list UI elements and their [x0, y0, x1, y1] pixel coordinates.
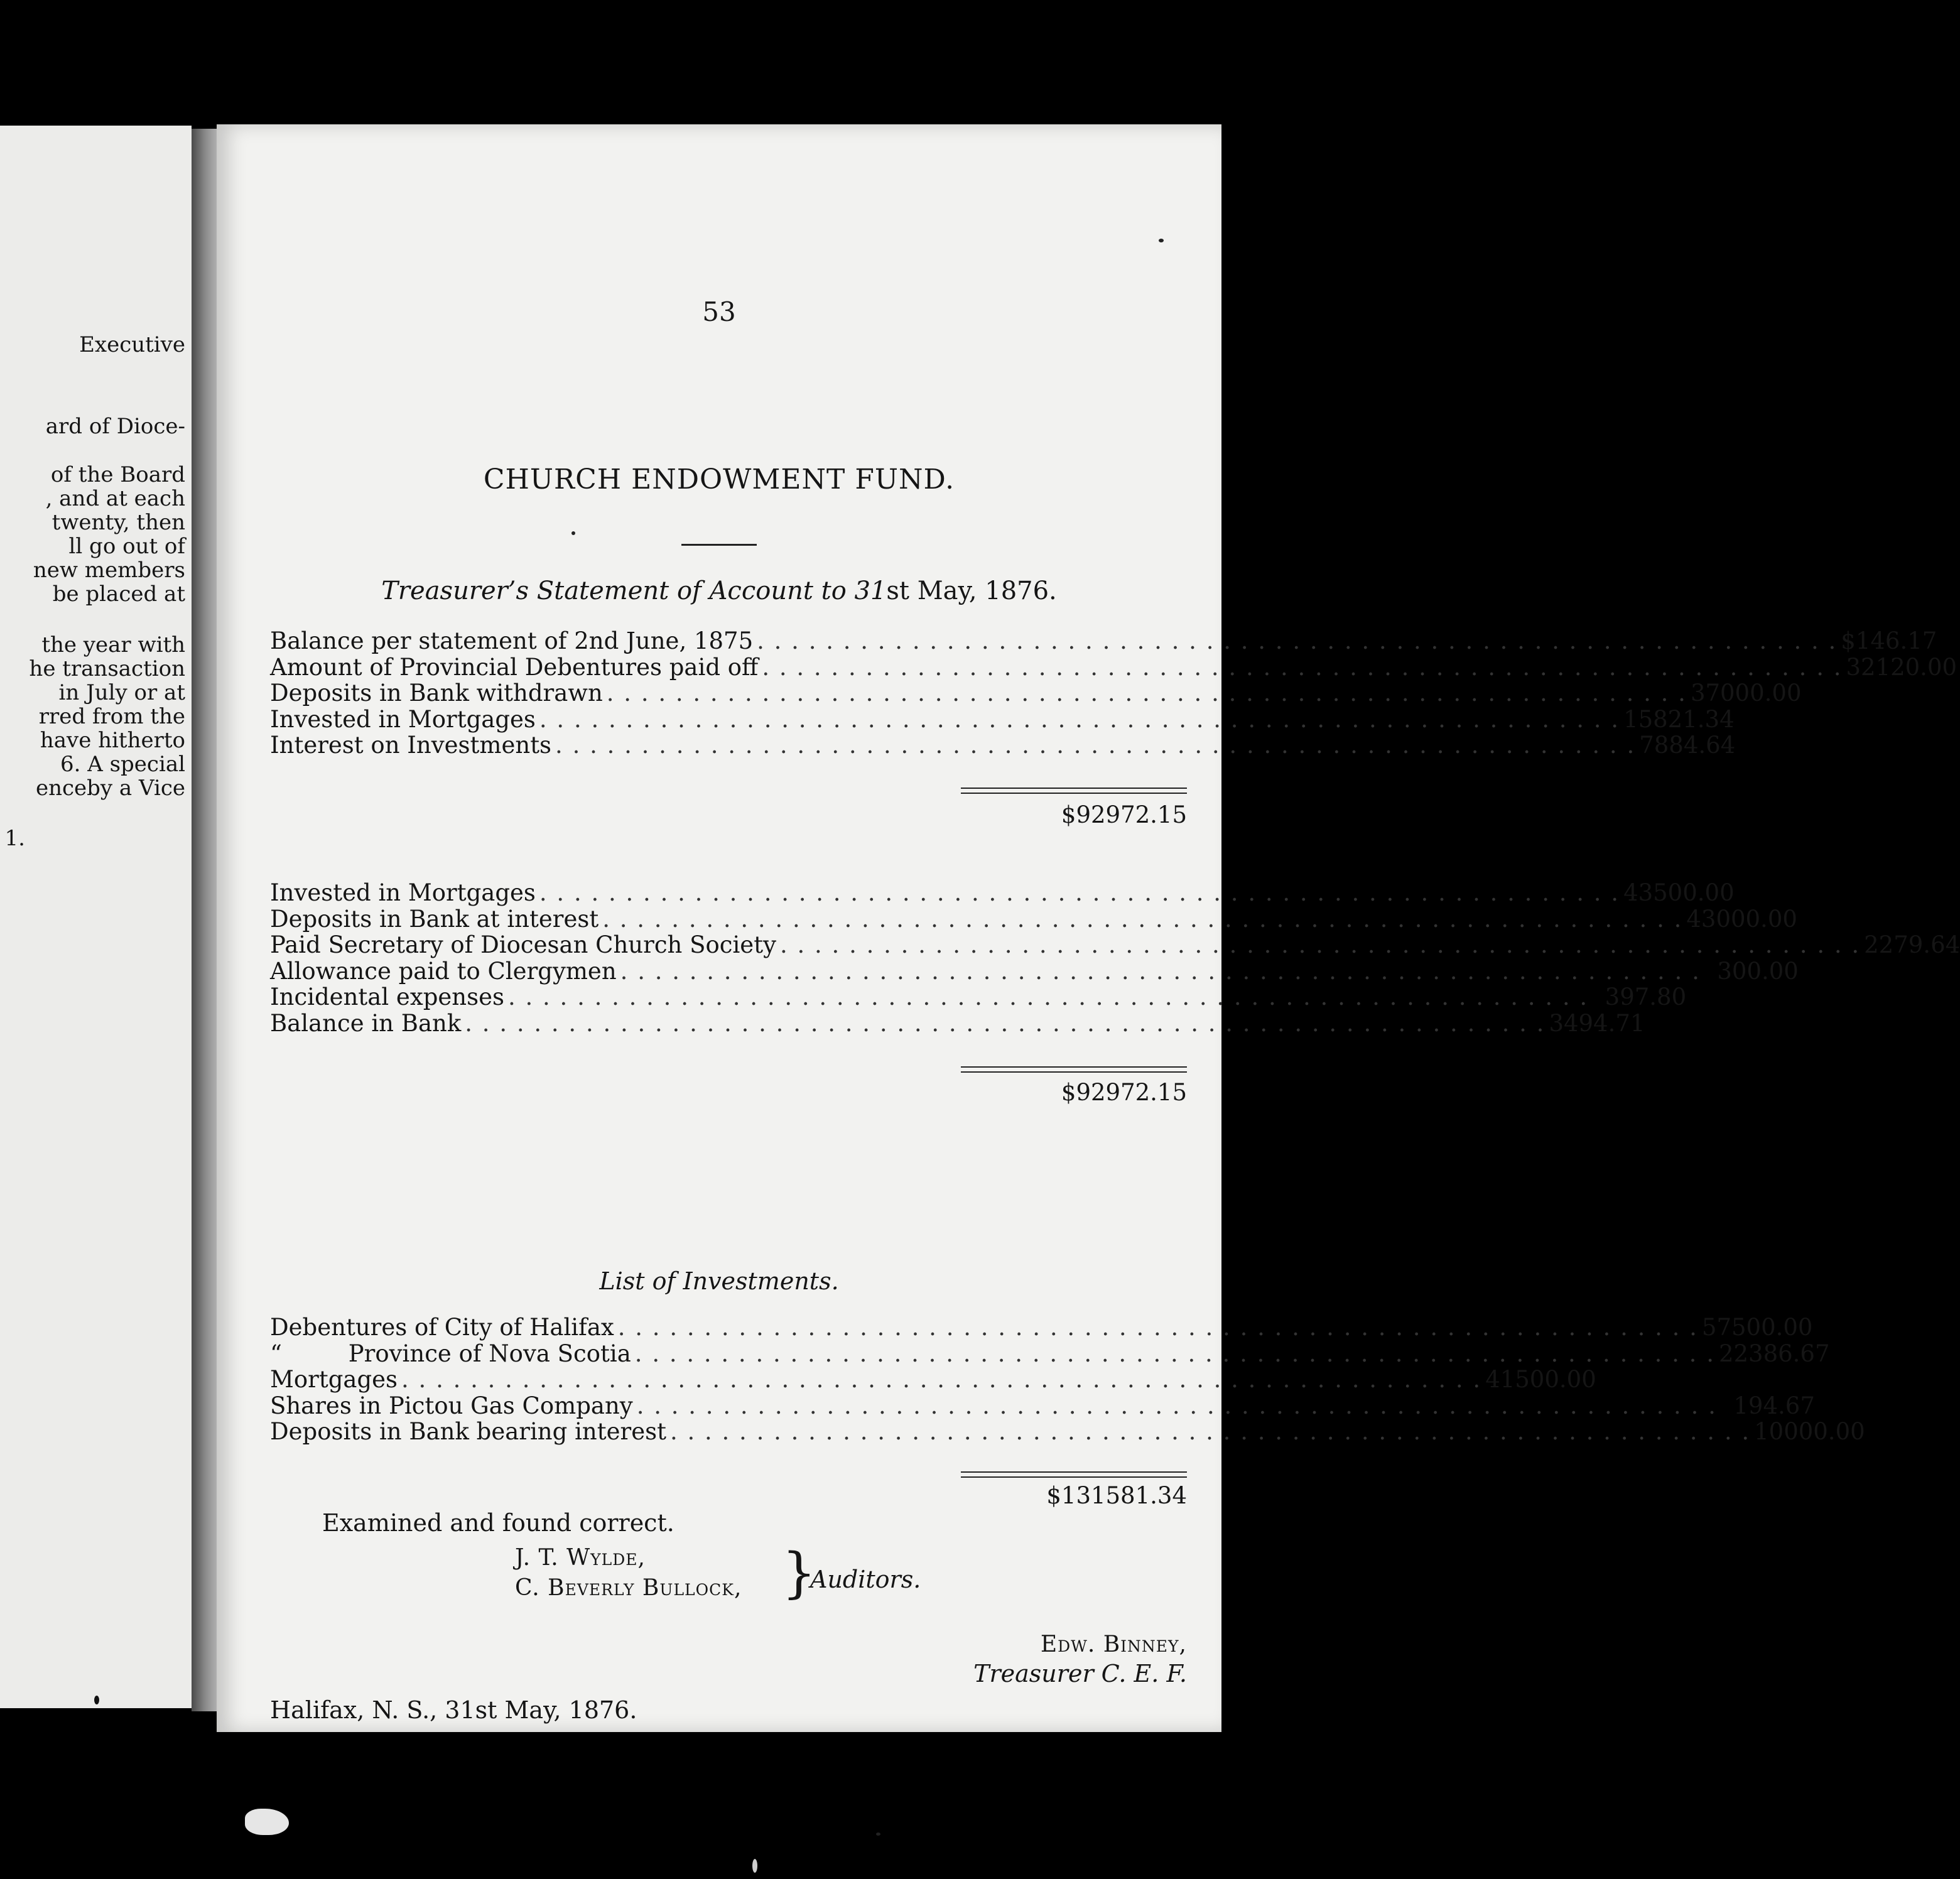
left-page-fragment: twenty, then: [51, 510, 185, 535]
ledger-label: Allowance paid to Clergymen: [270, 957, 617, 985]
total-rule: [961, 788, 1187, 789]
ledger-row: [270, 983, 1687, 1011]
ledger-amount: 194.67: [1733, 1392, 1815, 1419]
leader-dots: . . . . . . . . . . . . . . . . . . . . . . . . . . . . . . . . . . . . . . . . . . . . . . . . . . . . . . . . . . . . . . .: [634, 1340, 1715, 1367]
investments-heading: List of Investments.: [599, 1267, 839, 1295]
ledger-amount: 397.80: [1605, 983, 1687, 1011]
left-page-fragment: of the Board: [50, 462, 185, 487]
ledger-row: [270, 1009, 1645, 1037]
ledger-label: Balance in Bank: [270, 1009, 462, 1037]
ledger-amount: 41500.00: [1485, 1366, 1596, 1394]
left-page-fragment: Executive: [79, 332, 185, 357]
left-page-fragment: he transaction: [29, 656, 185, 681]
page-number: 53: [702, 296, 736, 327]
left-page-fragment: , and at each: [45, 486, 185, 511]
left-page-fragment: the year with: [41, 632, 185, 658]
left-page-fragment: rred from the: [38, 704, 185, 729]
leader-dots: . . . . . . . . . . . . . . . . . . . . . . . . . . . . . . . . . . . . . . . . . . . . . . . . . . . . . . . . . . . . . . .: [539, 879, 1620, 906]
ledger-amount: 43500.00: [1623, 879, 1735, 906]
leader-dots: . . . . . . . . . . . . . . . . . . . . . . . . . . . . . . . . . . . . . . . . . . . . . . . . . . . . . . . . . . . . . . .: [620, 957, 1701, 985]
ledger-amount: $146.17: [1841, 627, 1937, 654]
ledger-amount: 22386.67: [1718, 1340, 1830, 1367]
payments-ledger: [270, 879, 1960, 1037]
total-rule: [961, 1471, 1187, 1473]
auditors-label: Auditors.: [810, 1566, 921, 1593]
ledger-amount: 43000.00: [1686, 905, 1797, 933]
ledger-row: [270, 905, 1797, 933]
total-rule: [961, 1066, 1187, 1068]
left-page-fragment: new members: [33, 558, 185, 583]
paper-speck: [571, 531, 575, 535]
ledger-label: “ Province of Nova Scotia: [270, 1340, 631, 1367]
title-rule: [681, 544, 757, 546]
left-page-fragment: be placed at: [52, 582, 185, 607]
dust-mark: [752, 1859, 757, 1873]
left-page-fragment: 1.: [4, 826, 25, 851]
ledger-label: Paid Secretary of Diocesan Church Society: [270, 931, 776, 959]
leader-dots: . . . . . . . . . . . . . . . . . . . . . . . . . . . . . . . . . . . . . . . . . . . . . . . . . . . . . . . . . . . . . . .: [401, 1366, 1482, 1394]
leader-dots: . . . . . . . . . . . . . . . . . . . . . . . . . . . . . . . . . . . . . . . . . . . . . . . . . . . . . . . . . . . . . . .: [617, 1314, 1698, 1341]
paper-speck: [94, 1696, 99, 1704]
document-page: [217, 124, 1960, 1732]
leader-dots: . . . . . . . . . . . . . . . . . . . . . . . . . . . . . . . . . . . . . . . . . . . . . . . . . . . . . . . . . . . . . . .: [602, 905, 1683, 933]
subtitle-prefix: Treasurer’s Statement of Account to 31: [381, 577, 887, 605]
payments-total: $92972.15: [1061, 1079, 1187, 1106]
left-page-fragment: enceby a Vice: [35, 776, 185, 801]
ledger-amount: 37000.00: [1690, 680, 1802, 707]
paper-speck: [1159, 239, 1164, 242]
ledger-amount: 7884.64: [1639, 732, 1736, 759]
statement-subtitle: [217, 577, 1221, 605]
ledger-label: Interest on Investments: [270, 732, 552, 759]
auditor-name: J. T. Wylde,: [515, 1545, 646, 1571]
left-page-fragment: ard of Dioce-: [45, 414, 185, 439]
ledger-label: Deposits in Bank withdrawn: [270, 680, 603, 707]
ledger-amount: 57500.00: [1701, 1314, 1813, 1341]
total-rule: [961, 1071, 1187, 1073]
page-title: CHURCH ENDOWMENT FUND.: [483, 463, 955, 495]
left-page-fragment: have hitherto: [40, 728, 185, 753]
ledger-row: [270, 732, 1736, 759]
ledger-label: Shares in Pictou Gas Company: [270, 1392, 633, 1419]
dust-mark: [245, 1809, 289, 1835]
leader-dots: . . . . . . . . . . . . . . . . . . . . . . . . . . . . . . . . . . . . . . . . . . . . . . . . . . . . . . . . . . . . . . .: [757, 627, 1838, 654]
total-rule: [961, 793, 1187, 794]
ledger-label: Mortgages: [270, 1366, 398, 1394]
ledger-amount: 2279.64: [1864, 931, 1960, 959]
ledger-row: [270, 1366, 1596, 1394]
ledger-row: [270, 1418, 1865, 1446]
ledger-label: Deposits in Bank at interest: [270, 905, 599, 933]
leader-dots: . . . . . . . . . . . . . . . . . . . . . . . . . . . . . . . . . . . . . . . . . . . . . . . . . . . . . . . . . . . . . . .: [555, 732, 1636, 759]
subtitle-suffix: st May, 1876.: [886, 577, 1057, 605]
ledger-amount: 300.00: [1717, 957, 1799, 985]
ledger-row: [270, 1340, 1830, 1367]
examined-note: Examined and found correct.: [322, 1509, 674, 1537]
receipts-ledger: [270, 627, 1957, 759]
investments-ledger: [270, 1314, 1865, 1446]
auditor-name: C. Beverly Bullock,: [515, 1575, 742, 1601]
ledger-row: [270, 705, 1735, 733]
leader-dots: . . . . . . . . . . . . . . . . . . . . . . . . . . . . . . . . . . . . . . . . . . . . . . . . . . . . . . . . . . . . . . .: [669, 1418, 1751, 1446]
leader-dots: . . . . . . . . . . . . . . . . . . . . . . . . . . . . . . . . . . . . . . . . . . . . . . . . . . . . . . . . . . . . . . .: [539, 705, 1620, 733]
left-page-fragment: ll go out of: [68, 534, 185, 559]
place-date: Halifax, N. S., 31st May, 1876.: [270, 1696, 637, 1724]
ledger-row: [270, 931, 1960, 959]
leader-dots: . . . . . . . . . . . . . . . . . . . . . . . . . . . . . . . . . . . . . . . . . . . . . . . . . . . . . . . . . . . . . . .: [465, 1009, 1546, 1037]
ledger-amount: 10000.00: [1754, 1418, 1865, 1446]
ledger-row: [270, 957, 1799, 985]
ledger-label: Balance per statement of 2nd June, 1875: [270, 627, 754, 654]
ledger-label: Invested in Mortgages: [270, 879, 536, 906]
paper-speck: [876, 1833, 880, 1836]
leader-dots: . . . . . . . . . . . . . . . . . . . . . . . . . . . . . . . . . . . . . . . . . . . . . . . . . . . . . . . . . . . . . . .: [779, 931, 1861, 959]
investments-total: $131581.34: [1046, 1482, 1187, 1509]
ledger-label: Amount of Provincial Debentures paid off: [270, 653, 759, 681]
ledger-label: Invested in Mortgages: [270, 705, 536, 733]
ledger-row: [270, 680, 1802, 707]
total-rule: [961, 1476, 1187, 1478]
ledger-amount: 32120.00: [1846, 653, 1957, 681]
leader-dots: . . . . . . . . . . . . . . . . . . . . . . . . . . . . . . . . . . . . . . . . . . . . . . . . . . . . . . . . . . . . . . .: [606, 680, 1687, 707]
ledger-amount: 3494.71: [1549, 1009, 1645, 1037]
left-page-fragment: 6. A special: [60, 752, 185, 777]
ledger-label: Debentures of City of Halifax: [270, 1314, 614, 1341]
ledger-row: [270, 1314, 1813, 1341]
leader-dots: . . . . . . . . . . . . . . . . . . . . . . . . . . . . . . . . . . . . . . . . . . . . . . . . . . . . . . . . . . . . . . .: [762, 653, 1843, 681]
leader-dots: . . . . . . . . . . . . . . . . . . . . . . . . . . . . . . . . . . . . . . . . . . . . . . . . . . . . . . . . . . . . . . .: [636, 1392, 1717, 1419]
treasurer-title: Treasurer C. E. F.: [973, 1660, 1187, 1687]
treasurer-name: Edw. Binney,: [1040, 1632, 1187, 1657]
leader-dots: . . . . . . . . . . . . . . . . . . . . . . . . . . . . . . . . . . . . . . . . . . . . . . . . . . . . . . . . . . . . . . .: [507, 983, 1589, 1011]
left-facing-page: [0, 126, 192, 1708]
left-page-fragment: in July or at: [58, 680, 185, 705]
auditors-brace: }: [782, 1542, 816, 1605]
ledger-amount: 15821.34: [1623, 705, 1735, 733]
receipts-total: $92972.15: [1061, 801, 1187, 828]
ledger-label: Deposits in Bank bearing interest: [270, 1418, 666, 1446]
ledger-label: Incidental expenses: [270, 983, 504, 1011]
ledger-row: [270, 627, 1937, 654]
ledger-row: [270, 879, 1735, 906]
ledger-row: [270, 653, 1957, 681]
ledger-row: [270, 1392, 1815, 1419]
